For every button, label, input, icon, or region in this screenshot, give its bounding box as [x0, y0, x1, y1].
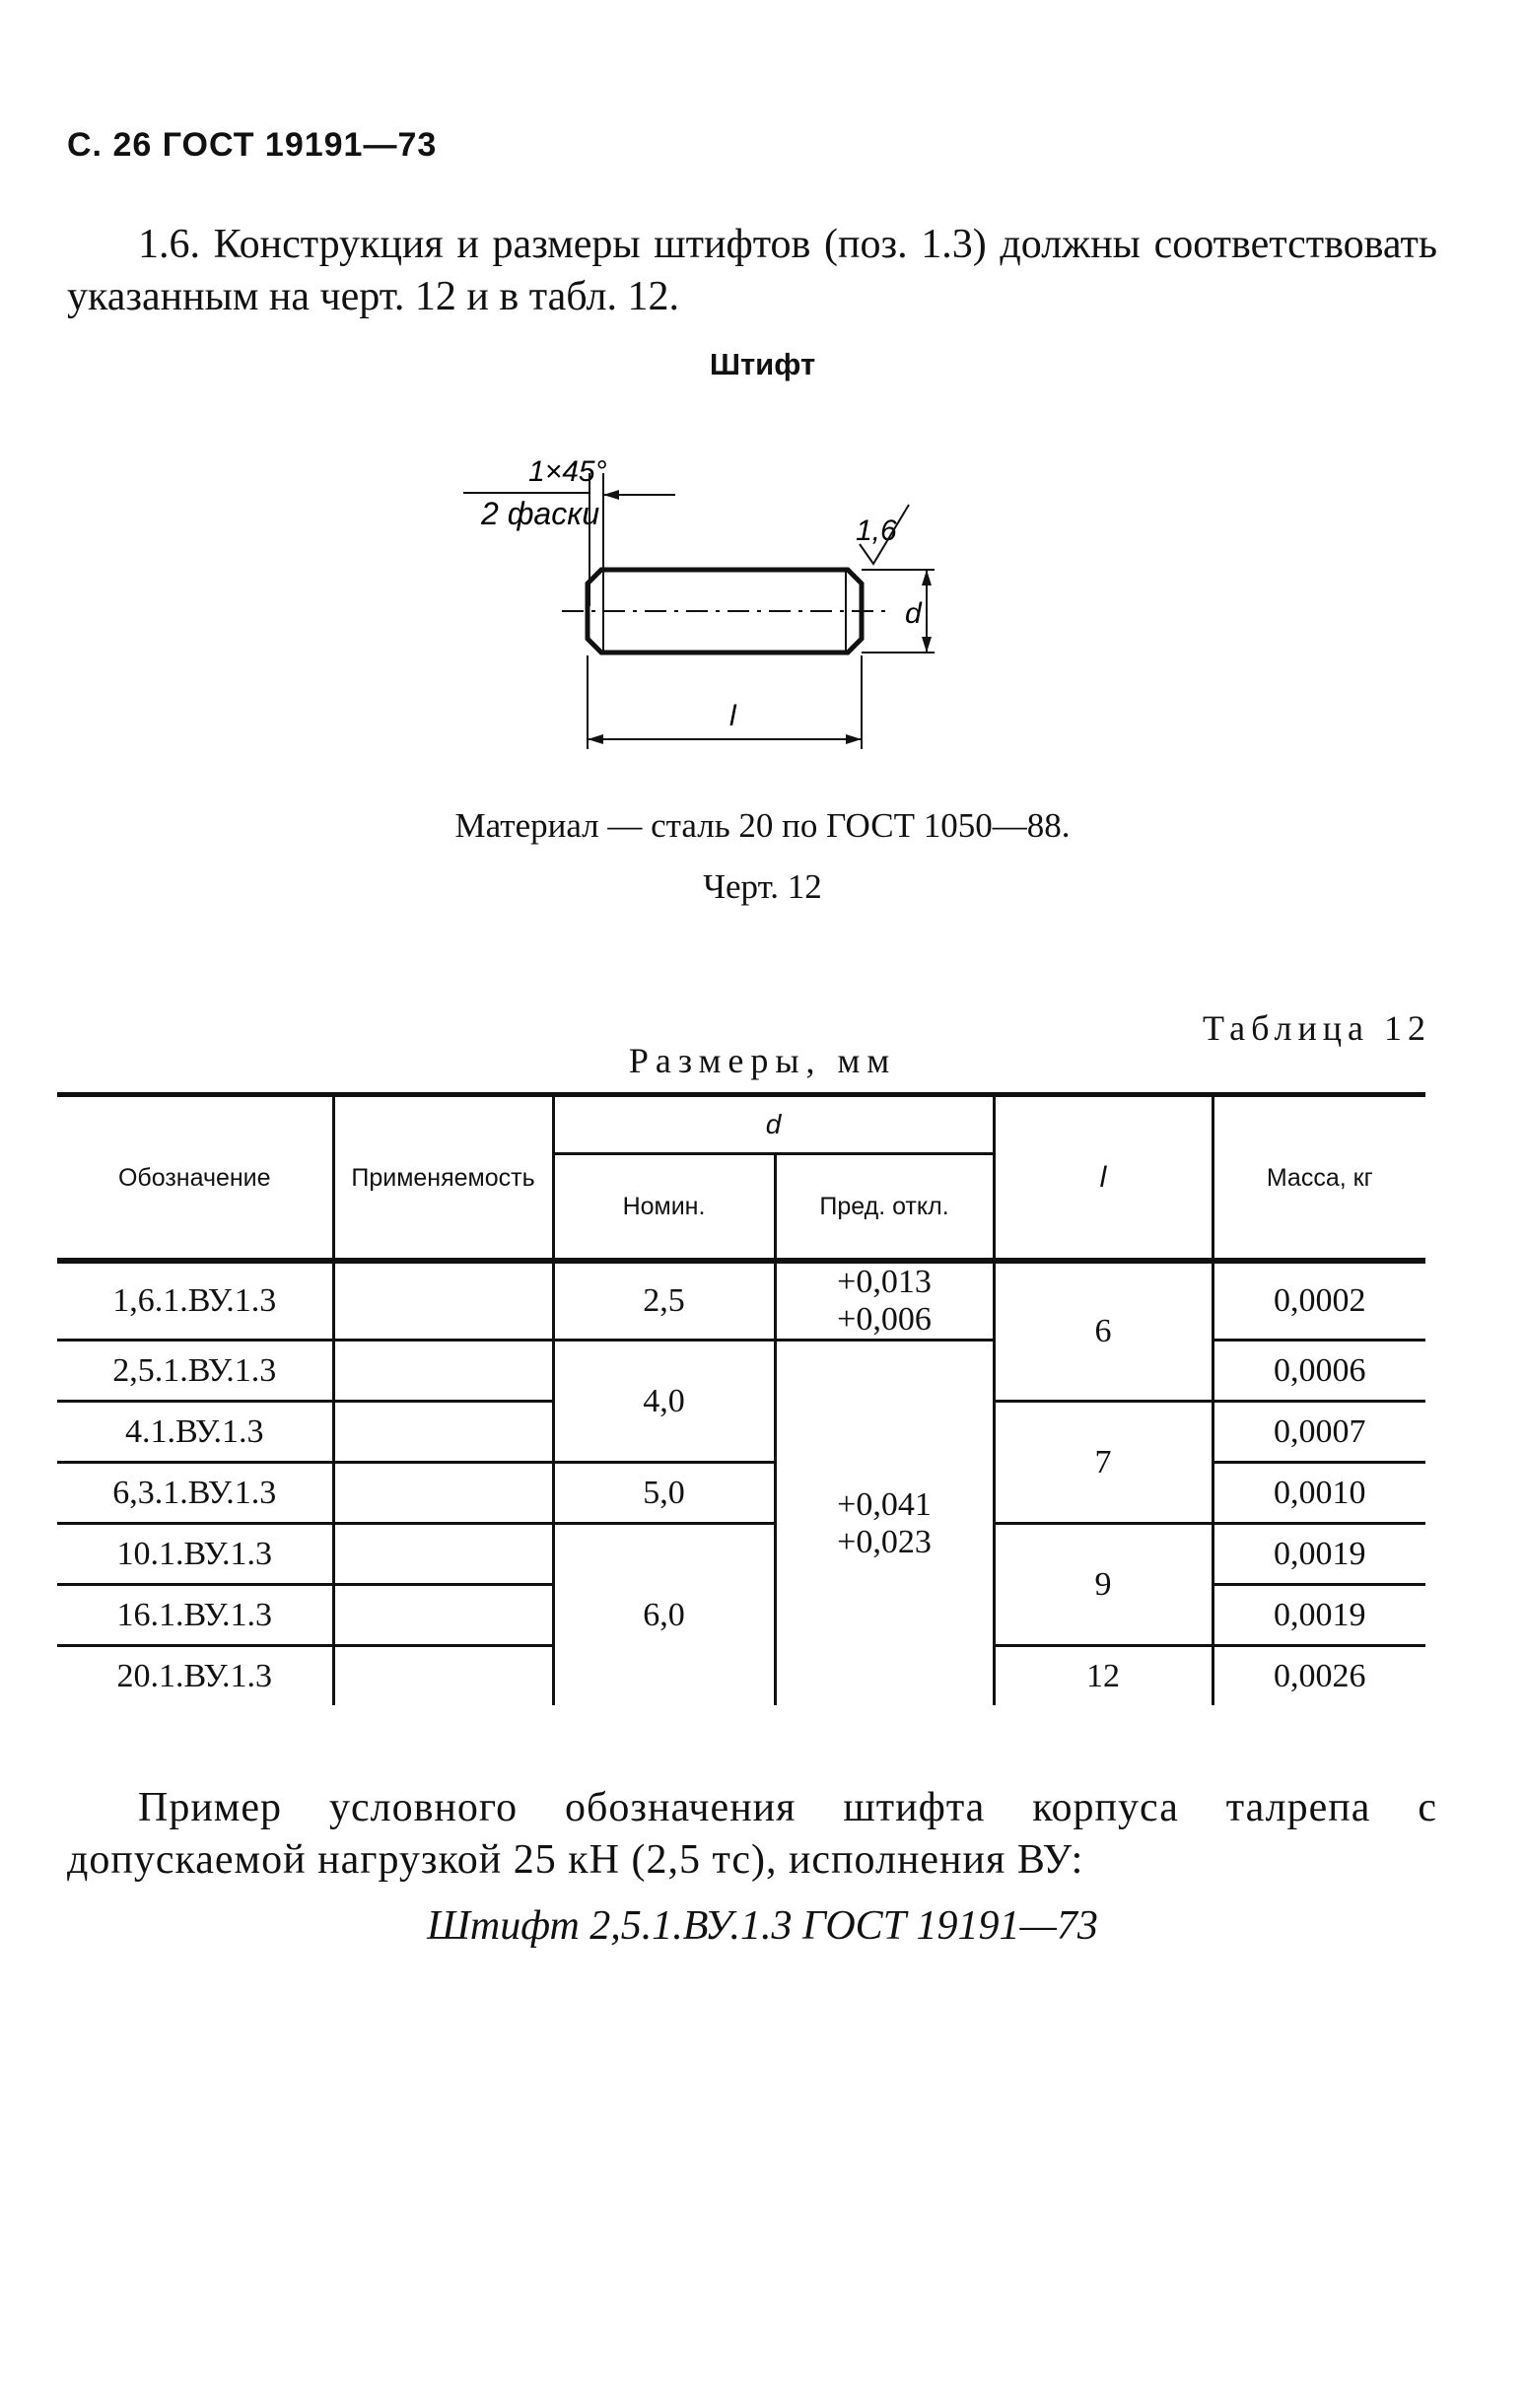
- mass-cell: 0,0019: [1213, 1524, 1425, 1585]
- header-l: l: [994, 1095, 1213, 1262]
- designation-cell: 16.1.ВУ.1.3: [57, 1585, 333, 1646]
- designation-cell: 6,3.1.ВУ.1.3: [57, 1463, 333, 1524]
- nominal-cell: 4,0: [553, 1341, 775, 1463]
- nominal-cell: 2,5: [553, 1261, 775, 1341]
- table-title: Таблица 12: [1203, 1008, 1431, 1048]
- deviation-cell: [775, 1341, 994, 1706]
- applicability-cell: [333, 1402, 553, 1463]
- designation-cell: 10.1.ВУ.1.3: [57, 1524, 333, 1585]
- roughness-label: 1,6: [856, 515, 897, 547]
- chamfer-label: 1×45°: [528, 455, 607, 488]
- chamfer-arrowhead: [603, 490, 619, 500]
- applicability-cell: [333, 1585, 553, 1646]
- length-arrowhead-right: [846, 734, 862, 744]
- header-mass: Масса, кг: [1213, 1095, 1425, 1262]
- pin-drawing: [463, 434, 1015, 769]
- designation-cell: 20.1.ВУ.1.3: [57, 1646, 333, 1706]
- designation-cell: 4.1.ВУ.1.3: [57, 1402, 333, 1463]
- table-row: [57, 1261, 1425, 1341]
- header-designation: Обозначение: [57, 1095, 333, 1262]
- example-paragraph: Пример условного обозначения штифта корпуса талрепа с допускаемой нагрузкой 25 кН (2,5 тс), исполнения ВУ:: [67, 1785, 1437, 1883]
- nominal-cell: 6,0: [553, 1524, 775, 1706]
- length-cell: 6: [994, 1261, 1213, 1402]
- length-label: l: [729, 700, 736, 732]
- designation-cell: 2,5.1.ВУ.1.3: [57, 1341, 333, 1402]
- figure-title: Штифт: [709, 347, 816, 381]
- diameter-label: d: [905, 597, 922, 630]
- nominal-cell: 5,0: [553, 1463, 775, 1524]
- header-d: d: [553, 1095, 994, 1154]
- dimensions-table: [57, 1092, 1425, 1705]
- mass-cell: 0,0007: [1213, 1402, 1425, 1463]
- deviation-upper: +0,013: [837, 1264, 932, 1300]
- applicability-cell: [333, 1524, 553, 1585]
- page-header: С. 26 ГОСТ 19191—73: [67, 126, 438, 164]
- applicability-cell: [333, 1646, 553, 1706]
- length-cell: 12: [994, 1646, 1213, 1706]
- table-row: [57, 1524, 1425, 1585]
- diameter-arrowhead-top: [922, 570, 932, 585]
- material-note: Материал — сталь 20 по ГОСТ 1050—88.: [454, 806, 1071, 845]
- deviation-upper: +0,041: [837, 1485, 932, 1523]
- length-cell: 9: [994, 1524, 1213, 1646]
- header-applicability: Применяемость: [333, 1095, 553, 1262]
- mass-cell: 0,0026: [1213, 1646, 1425, 1706]
- applicability-cell: [333, 1463, 553, 1524]
- table-row: [57, 1341, 1425, 1402]
- table-row: [57, 1463, 1425, 1524]
- mass-cell: 0,0019: [1213, 1585, 1425, 1646]
- mass-cell: 0,0010: [1213, 1463, 1425, 1524]
- intro-paragraph: 1.6. Конструкция и размеры штифтов (поз. 1.3) должны соответствовать указанным на черт. 12 и в табл. 12.: [67, 222, 1437, 319]
- figure-caption: Черт. 12: [703, 867, 822, 906]
- deviation-cell: [775, 1261, 994, 1341]
- mass-cell: 0,0006: [1213, 1341, 1425, 1402]
- header-deviation: Пред. откл.: [775, 1154, 994, 1262]
- designation-cell: 1,6.1.ВУ.1.3: [57, 1261, 333, 1341]
- applicability-cell: [333, 1341, 553, 1402]
- table-subtitle: Размеры, мм: [628, 1041, 897, 1080]
- applicability-cell: [333, 1261, 553, 1341]
- length-cell: 7: [994, 1402, 1213, 1524]
- deviation-lower: +0,006: [837, 1301, 932, 1338]
- header-nominal: Номин.: [553, 1154, 775, 1262]
- mass-cell: 0,0002: [1213, 1261, 1425, 1341]
- deviation-lower: +0,023: [837, 1523, 932, 1560]
- diameter-arrowhead-bottom: [922, 637, 932, 653]
- chamfer-count-label: 2 фаски: [481, 496, 600, 531]
- example-designation: Штифт 2,5.1.ВУ.1.3 ГОСТ 19191—73: [427, 1903, 1098, 1949]
- length-arrowhead-left: [588, 734, 603, 744]
